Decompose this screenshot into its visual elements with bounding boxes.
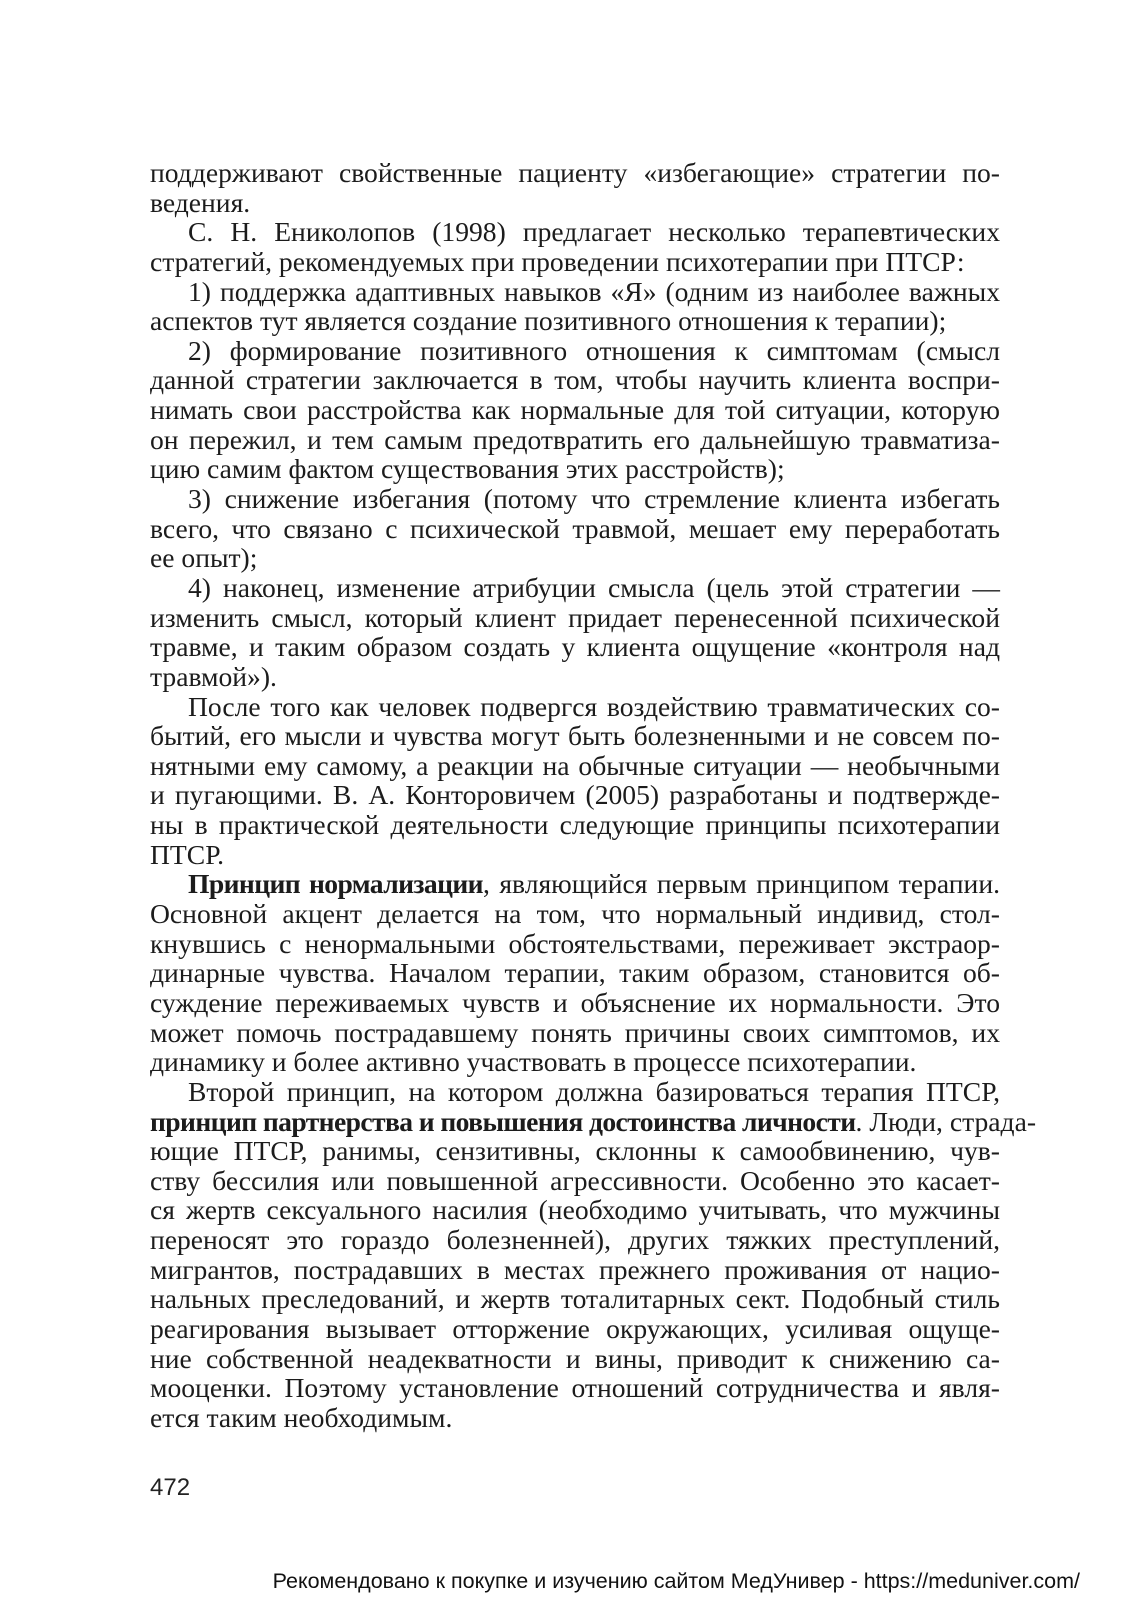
- text-segment: 1) поддержка адаптивных навыков «Я» (одним из наиболее важных: [188, 275, 1000, 307]
- text-segment: . Люди, страда-: [855, 1105, 1037, 1137]
- text-line: [150, 1373, 1000, 1403]
- text-line: [150, 247, 1000, 277]
- text-line: [150, 1105, 1037, 1137]
- text-segment: всего, что связано с психической травмой, мешает ему переработать: [150, 512, 1000, 544]
- text-segment: 4) наконец, изменение атрибуции смысла (цель этой стратегии —: [188, 571, 1000, 603]
- body-text: [150, 157, 1037, 1433]
- text-segment: цию самим фактом существования этих расстройств);: [150, 453, 785, 485]
- text-line: [150, 1403, 1000, 1433]
- text-line: [150, 721, 1000, 751]
- text-segment: нальных преследований, и жертв тоталитарных сект. Подобный стиль: [150, 1283, 1000, 1315]
- text-segment: мигрантов, пострадавших в местах прежнего проживания от нацио-: [150, 1253, 1000, 1285]
- text-line: [150, 1166, 1000, 1196]
- text-segment: и пугающими. В. А. Конторовичем (2005) разработаны и подтвержде-: [150, 779, 1000, 811]
- footer-watermark: Рекомендовано к покупке и изучению сайтом МедУнивер - https://meduniver.com/: [272, 1569, 1080, 1593]
- text-segment: ющие ПТСР, ранимы, сензитивны, склонны к самообвинению, чув-: [150, 1135, 1000, 1167]
- text-line: [150, 543, 1000, 573]
- text-line: [150, 484, 1000, 514]
- text-segment: ется таким необходимым.: [150, 1401, 453, 1433]
- text-segment: может помочь пострадавшему понять причины своих симптомов, их: [150, 1016, 1000, 1048]
- text-segment: данной стратегии заключается в том, чтобы научить клиента воспри-: [150, 364, 1000, 396]
- text-line: [150, 277, 1000, 307]
- text-segment: ведения.: [150, 186, 251, 218]
- text-segment: поддерживают свойственные пациенту «избегающие» стратегии по-: [150, 157, 1000, 188]
- text-segment: он пережил, и тем самым предотвратить его дальнейшую травматиза-: [150, 423, 1000, 455]
- text-segment: 2) формирование позитивного отношения к симптомам (смысл: [188, 334, 1000, 366]
- paragraph: [150, 484, 1000, 573]
- paragraph: [150, 1075, 1037, 1433]
- text-line: [150, 988, 1000, 1018]
- text-line: [150, 958, 1000, 988]
- text-segment: ее опыт);: [150, 542, 258, 574]
- text-line: [150, 336, 1000, 366]
- text-line: [150, 395, 1000, 425]
- text-segment: ны в практической деятельности следующие принципы психотерапии: [150, 809, 1000, 841]
- text-segment: ся жертв сексуального насилия (необходимо учитывать, что мужчины: [150, 1194, 1000, 1226]
- paragraph: [150, 573, 1000, 692]
- text-segment: изменить смысл, который клиент придает перенесенной психической: [150, 601, 1000, 633]
- text-line: [150, 1255, 1000, 1285]
- page-number: 472: [150, 1474, 191, 1501]
- paragraph: [150, 217, 1000, 276]
- text-line: [150, 840, 1000, 870]
- text-segment: кнувшись с ненормальными обстоятельствами, переживает экстраор-: [150, 927, 1000, 959]
- text-segment: мооценки. Поэтому установление отношений сотрудничества и явля-: [150, 1372, 1000, 1404]
- text-segment: нятными ему самому, а реакции на обычные ситуации — необычными: [150, 749, 1000, 781]
- text-segment: Основной акцент делается на том, что нормальный индивид, стол-: [150, 898, 1000, 930]
- text-line: [150, 603, 1000, 633]
- text-segment: , являющийся первым принципом терапии.: [482, 868, 1000, 900]
- text-segment: С. Н. Ениколопов (1998) предлагает несколько терапевтических: [188, 216, 1000, 248]
- text-segment: 3) снижение избегания (потому что стремление клиента избегать: [188, 483, 1000, 515]
- paragraph: [150, 158, 1000, 217]
- text-segment: ству бессилия или повышенной агрессивности. Особенно это касает-: [150, 1164, 1000, 1196]
- text-line: [150, 1314, 1000, 1344]
- text-line: [150, 869, 1000, 899]
- bold-term: Принцип нормализации: [188, 868, 483, 900]
- text-line: [150, 662, 1000, 692]
- text-segment: динамику и более активно участвовать в процессе психотерапии.: [150, 1046, 917, 1078]
- text-line: [150, 425, 1000, 455]
- paragraph: [150, 869, 1000, 1076]
- text-line: [150, 573, 1000, 603]
- text-segment: динарные чувства. Началом терапии, таким образом, становится об-: [150, 957, 1000, 989]
- paragraph: [150, 336, 1000, 484]
- text-segment: суждение переживаемых чувств и объяснение их нормальности. Это: [150, 986, 1000, 1018]
- text-segment: После того как человек подвергся воздействию травматических со-: [188, 690, 1000, 722]
- text-segment: ПТСР.: [150, 838, 224, 870]
- text-line: [150, 1344, 1000, 1374]
- text-line: [150, 780, 1000, 810]
- text-line: [150, 365, 1000, 395]
- text-line: [150, 306, 1000, 336]
- text-line: [150, 810, 1000, 840]
- text-line: [150, 1047, 1000, 1077]
- text-segment: ние собственной неадекватности и вины, приводит к снижению са-: [150, 1342, 1000, 1374]
- paragraph: [150, 692, 1000, 870]
- text-line: [150, 1195, 1000, 1225]
- text-segment: аспектов тут является создание позитивного отношения к терапии);: [150, 305, 947, 337]
- text-segment: нимать свои расстройства как нормальные для той ситуации, которую: [150, 394, 1000, 426]
- text-line: [150, 899, 1000, 929]
- text-line: [150, 632, 1000, 662]
- text-segment: стратегий, рекомендуемых при проведении психотерапии при ПТСР:: [150, 245, 965, 277]
- text-segment: Второй принцип, на котором должна базироваться терапия ПТСР,: [188, 1075, 1000, 1107]
- text-line: [150, 1284, 1000, 1314]
- text-line: [150, 188, 1000, 218]
- text-segment: переносят это гораздо болезненней), других тяжких преступлений,: [150, 1224, 1000, 1256]
- text-line: [150, 1077, 1000, 1107]
- text-line: [150, 158, 1000, 188]
- text-line: [150, 217, 1000, 247]
- text-line: [150, 514, 1000, 544]
- text-segment: бытий, его мысли и чувства могут быть болезненными и не совсем по-: [150, 720, 1000, 752]
- text-line: [150, 1018, 1000, 1048]
- text-line: [150, 692, 1000, 722]
- text-segment: травмой»).: [150, 660, 277, 692]
- text-line: [150, 929, 1000, 959]
- text-line: [150, 751, 1000, 781]
- text-line: [150, 1136, 1000, 1166]
- text-line: [150, 454, 1000, 484]
- text-line: [150, 1225, 1000, 1255]
- paragraph: [150, 277, 1000, 336]
- text-segment: реагирования вызывает отторжение окружающих, усиливая ощуще-: [150, 1312, 1000, 1344]
- bold-term: принцип партнерства и повышения достоинства личности: [150, 1105, 856, 1137]
- text-segment: травме, и таким образом создать у клиента ощущение «контроля над: [150, 631, 1000, 663]
